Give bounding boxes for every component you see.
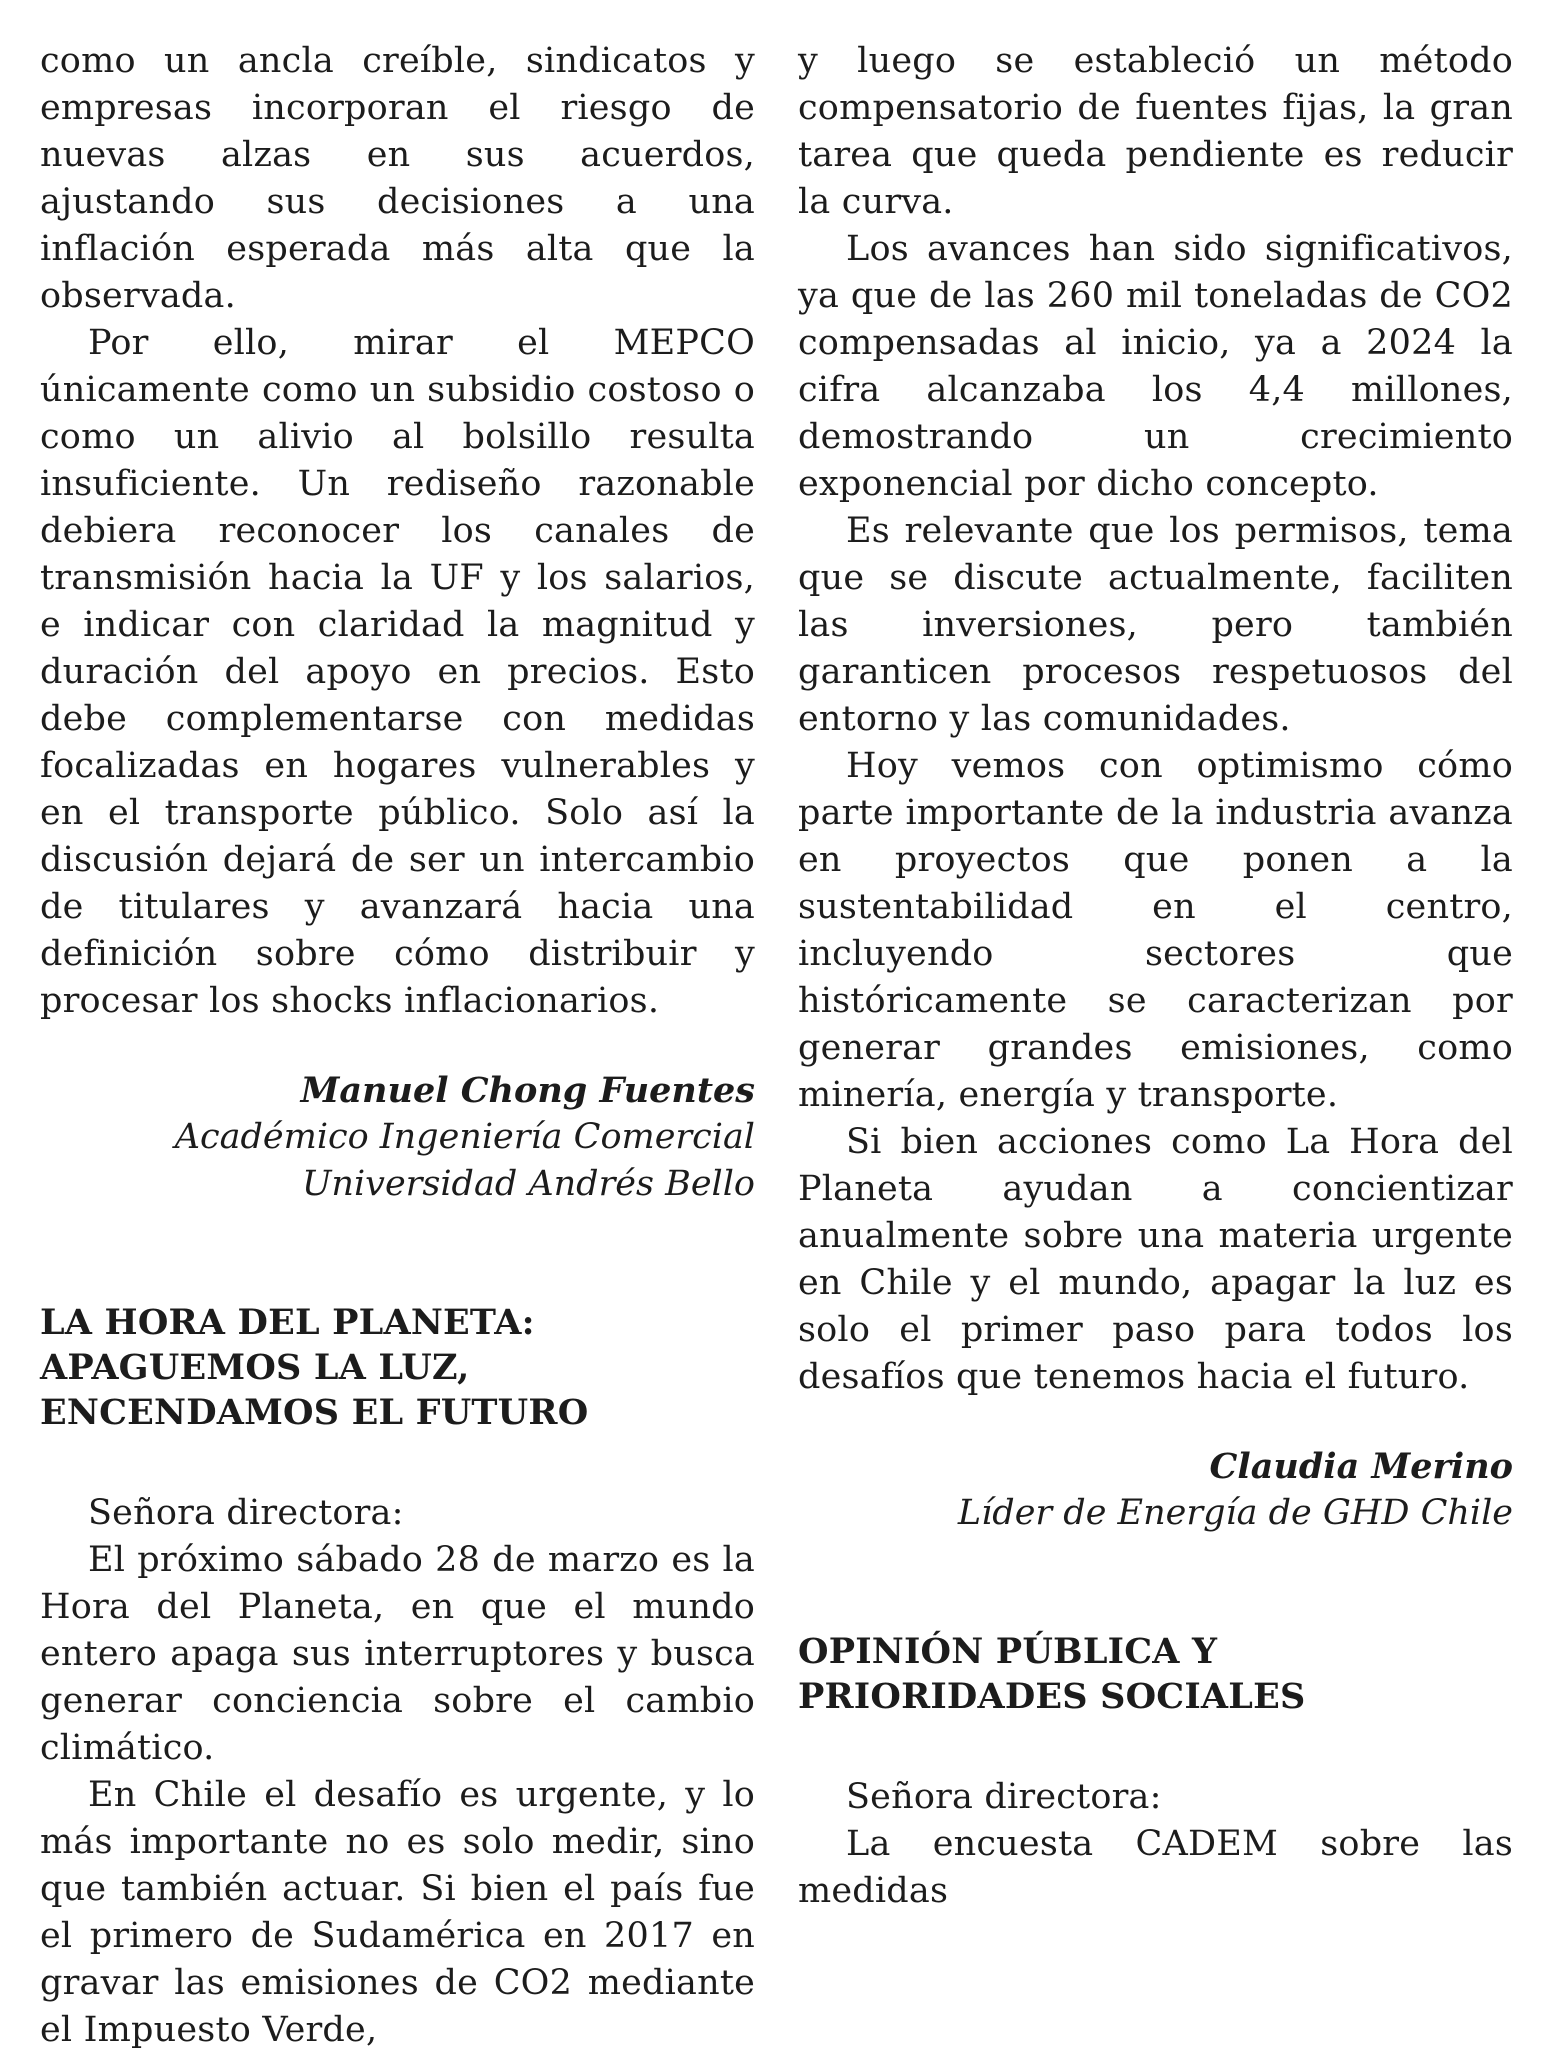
article2-continued-paragraph-1: y luego se estableció un método compensatorio de fuentes fijas, la gran tarea que queda pendiente es reducir la curva. [798,41,1513,222]
article3-paragraph-1: La encuesta CADEM sobre las medidas [798,1824,1513,1911]
article3-salutation: Señora directora: [846,1777,1162,1817]
article1-paragraph-1: como un ancla creíble, sindicatos y empresas incorporan el riesgo de nuevas alzas en sus acuerdos, ajustando sus decisiones a una inflación esperada más alta que la observada. [40,41,755,316]
article3-heading: OPINIÓN PÚBLICA Y PRIORIDADES SOCIALES [798,1631,1306,1717]
article2-paragraph-2: En Chile el desafío es urgente, y lo más importante no es solo medir, sino que también actuar. Si bien el país fue el primero de Sudamérica en 2017 en gravar las emisiones de CO2 mediante el Impuesto Verde, [40,1775,755,2050]
right-column [798,0,1513,1915]
author-role: Líder de Energía de GHD Chile [957,1493,1513,1533]
article2-heading: LA HORA DEL PLANETA: APAGUEMOS LA LUZ, ENCENDAMOS EL FUTURO [40,1302,589,1433]
article2-continued-paragraph-5: Si bien acciones como La Hora del Planeta ayudan a concientizar anualmente sobre una materia urgente en Chile y el mundo, apagar la luz es solo el primer paso para todos los desafíos que tenemos hacia el futuro. [798,1122,1513,1397]
author-name: Manuel Chong Fuentes [300,1070,755,1111]
author-role: Académico Ingeniería Comercial [174,1117,755,1157]
article2-signature [798,1443,1513,1537]
article1-signature [40,1067,755,1208]
article1-paragraph-2: Por ello, mirar el MEPCO únicamente como un subsidio costoso o como un alivio al bolsillo resulta insuficiente. Un rediseño razonable debiera reconocer los canales de transmisión hacia la UF y los salarios, e indicar con claridad la magnitud y duración del apoyo en precios. Esto debe complementarse con medidas focalizadas en hogares vulnerables y en el transporte público. Solo así la discusión dejará de ser un intercambio de titulares y avanzará hacia una definición sobre cómo distribuir y procesar los shocks inflacionarios. [40,323,755,1021]
article2-continued-paragraph-3: Es relevante que los permisos, tema que se discute actualmente, faciliten las inversiones, pero también garanticen procesos respetuosos del entorno y las comunidades. [798,511,1513,739]
article2-paragraph-1: El próximo sábado 28 de marzo es la Hora del Planeta, en que el mundo entero apaga sus interruptores y busca generar conciencia sobre el cambio climático. [40,1540,755,1768]
article2-continued-paragraph-2: Los avances han sido significativos, ya que de las 260 mil toneladas de CO2 compensadas al inicio, ya a 2024 la cifra alcanzaba los 4,4 millones, demostrando un crecimiento exponencial por dicho concepto. [798,229,1513,504]
author-name: Claudia Merino [1209,1446,1513,1487]
article2-continued-paragraph-4: Hoy vemos con optimismo cómo parte importante de la industria avanza en proyectos que ponen a la sustentabilidad en el centro, incluyendo sectores que históricamente se caracterizan por generar grandes emisiones, como minería, energía y transporte. [798,746,1513,1115]
left-column [40,0,755,2054]
author-institution: Universidad Andrés Bello [301,1164,755,1204]
article2-salutation: Señora directora: [88,1493,404,1533]
